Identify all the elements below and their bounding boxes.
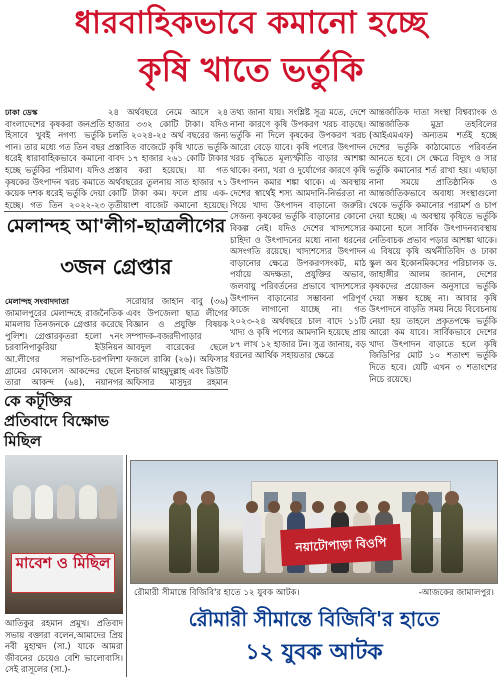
main-headline <box>0 0 502 103</box>
main-headline-line1: ধারবাহিকভাবে কমানো হচ্ছে <box>74 5 428 41</box>
bgb-photo-credit: -আজকের জামালপুর। <box>418 588 494 598</box>
protest-text: আতিকুর রহমান প্রমুখ। প্রতিবাদ সভায় বক্তারা বলেন,আমাদের প্রিয় নবী মুহাম্মদ (সা.) যাকে আমরা জীবনের চেয়েও বেশি ভালোবাসি। সেই রাসূলের (সা.)- <box>5 618 123 675</box>
bgb-headline-line1: রৌমারী সীমান্তে বিজিবি'র হাতে <box>188 607 440 631</box>
divider <box>4 211 228 212</box>
protest-banner: মাবেশ ও মিছিল <box>11 553 115 593</box>
divider <box>126 455 127 677</box>
photo-person <box>13 485 31 519</box>
subsidy-text-2: ২৪ অর্থবছরে নেমে আসে ২৪ হাজার ৩৩২ কোটি টাকা। যদিও চলতি ২০২৪-২৫ অর্থ বছরের জন্য প্রস্তাবিত বাজেটে কৃষি খাতে ভর্তুকি বাবদ ১৭ হাজার ২৬১ কোটি টাকার প্রস্তাব করা হয়েছে। যা গত অর্থবছরের তুলনায় সাত হাজার ৭১ কোটি টাকা কম। ফলে প্রায় এক-তৃতীয়াংশ বাজেট কমানো হয়েছে। <box>108 107 228 210</box>
protest-photo <box>5 455 123 614</box>
arrest-text-2: সরোয়ার জাহান বাবু (৩৬) এবং উপজেলা ছাত্র লীগের বিজ্ঞান ও প্রযুক্তি বিষয়ক সম্পাদক-বজরদীপাড়ার আবদুল বারেকের ছেলে ফজলে রাব্বি (২৬)। অফিসার ইনচার্জ মাহমুদুল্লাহ এবং ডিউটি অফিসার মাসুদুর রহমান <box>126 296 228 386</box>
photo-soldier <box>197 501 219 573</box>
photo-person <box>57 485 75 519</box>
photo-soldier <box>411 501 433 573</box>
bgb-headline <box>130 603 498 677</box>
bgb-headline-line2: ১২ যুবক আটক <box>245 640 383 665</box>
arrest-column-2 <box>126 296 228 386</box>
protest-headline: কে কটূক্তির প্রতিবাদে বিক্ষোভ মিছিল <box>4 392 109 450</box>
arrest-headline-line1: মেলান্দহ আ'লীগ-ছাত্রলীগের <box>6 215 226 237</box>
divider <box>4 389 228 390</box>
photo-soldier <box>169 501 191 573</box>
subsidy-column-4 <box>369 107 497 460</box>
photo-soldier <box>441 501 463 573</box>
arrest-column-1 <box>5 296 123 386</box>
subsidy-column-3 <box>230 107 366 460</box>
photo-person <box>79 485 97 519</box>
subsidy-column-2 <box>108 107 228 211</box>
bgb-photo <box>130 460 498 584</box>
arrest-dateline: মেলান্দহ সংবাদদাতা <box>5 297 69 306</box>
subsidy-text-3: তথ্য জানা যায়। সংশ্লিষ্ট সূত্র মতে, দেশে নানা কারণে কৃষি উপকরণ খরচ বাড়ছে। ভর্তুকি না দিলে কৃষকের উপকরণ খরচ আরো বেড়ে যাবে। কৃষি পণ্যের উৎপাদন খরচ বৃদ্ধিতে মূল্যস্ফীতি বাড়ার আশঙ্কা থাকে। বন্যা, খরা ও দুর্যোগের কারণে কৃষি উৎপাদন কমার শঙ্কা থাকে। এ অবস্থায় দেশের স্বার্থেই শস্য আমদানি-নির্ভরতা না গিয়ে খাদ্য উৎপাদন বাড়ানো জরুরি। সেজন্য কৃষকের ভর্তুকি বাড়ানোর কোনো বিকল্প নেই। যদিও দেশের খাদ্যশস্যের চাহিদা ও উৎপাদনের মধ্যে নানা ধরনের অসংগতি রয়েছে। খাদ্যশস্যের উৎপাদন বাড়ানোর ক্ষেত্রে উপকরণসংকট, মাঠ পর্যায়ে অদক্ষতা, প্রযুক্তির অভাব, জলবায়ু পরিবর্তনের প্রভাবে খাদ্যশস্যের উৎপাদন বাড়ানোর সম্ভাবনা পরিপূর্ণ কাজে লাগানো যাচ্ছে না। গত ২০২৩-২৪ অর্থবছরে চাল বাদে ১১টি খাদ্য ও কৃষি পণ্যের আমদানি হয়েছে প্রায় ৮৭ লাখ ১২ হাজার টন। সুত্র জানায়, বড় ধরনের আর্থিক সহায়তার ক্ষেত্রে <box>230 107 366 361</box>
photo-person <box>35 485 53 519</box>
subsidy-column-1 <box>5 107 105 211</box>
subsidy-text-1: বাংলাদেশের কৃষকরা জনপ্রতি হিসাবে খুবই নগণ্য ভর্তুকি পান। তার মধ্যে গত তিন বছর ধরেই ধারাবাহিকভাবে কমানো হচ্ছে ভর্তুকির পরিমাণ। যদিও কৃষকের উৎপাদন খরচ কমাতে কয়েক দশক ধরেই ভর্তুকি দেয়া হচ্ছে। গত তিন ২০২২-২৩ <box>5 118 105 210</box>
photo-detainee <box>243 511 261 573</box>
bgb-caption <box>130 586 498 600</box>
arrest-text-1: জামালপুরের মেলান্দহে রাজনৈতিক মামলায় তিনজনকে গ্রেপ্তার করেছে পুলিশ। গ্রেপ্তারকৃতরা হলো ৭নং চরবানিপাকুরিয়া ইউনিয়ন আ.লীগের সভাপতি-চরপলিশা গ্রামের মোকলেস আকন্দের ছেলে তারা আকন্দ (৬৪), নয়ানগর <box>5 307 123 386</box>
bgb-caption-text: রৌমারী সীমান্তে বিজিবি'র হাতে ১২ যুবক আটক। <box>134 588 300 598</box>
arrest-headline <box>4 213 228 293</box>
subsidy-dateline: ঢাকা ডেস্ক <box>5 108 38 117</box>
subsidy-text-4: আন্তর্জাতিক দাতা সংস্থা বিশ্বব্যাংক ও আন্তর্জাতিক মুদ্রা তহবিলের (আইএমএফ) অন্যতম শর্তই হচ্ছে দেশের ভর্তুকি কাঠামোতে পরিবর্তন আনতে হবে। সে ক্ষেত্রে বিদ্যুৎ ও সার ভর্তুকি কমানোর শর্ত রাখা হয়। এছাড়া নানা সময়ে প্রাতিষ্ঠানিক ও আন্তর্জাতিকভাবে অবাধ্য সংস্থাগুলো থেকে ভর্তুকি কমানোর পরামর্শ ও চাপ দেয়া হচ্ছে। এ অবস্থায় কৃষিতে ভর্তুকি কমানো হলে সার্বিক উৎপাদনব্যবস্থায় নেতিবাচক প্রভাব পড়ার আশঙ্কা থাকে। এ বিষয়ে কৃষি অর্থনীতিবিদ ও ঢাকা স্কুল অব ইকোনমিকসের পরিচালক ড. জাহাঙ্গীর আলম জানান, দেশের কৃষকদের প্রয়োজন অনুসারে ভর্তুকি দেয়া সম্ভব হচ্ছে না। আবার কৃষি উৎপাদনে বাড়তি সময় নিয়ে বিবেচনায় নেয়া হয় তাহলে প্রকৃতপক্ষে ভর্তুকি আরো কম যাবে। সার্বিকভাবে দেশের খাদ্য উৎপাদন বাড়াতে হলে কৃষি জিডিপির মোট ১০ শতাংশ ভর্তুকি দিতে হবে। যেটি এখন ৩ শতাংশের নিচে রয়েছে। <box>369 107 497 384</box>
protest-column <box>5 618 123 676</box>
photo-person <box>99 485 117 519</box>
arrest-headline-line2: ৩জন গ্রেপ্তার <box>60 255 172 279</box>
bgb-banner: নয়াটোপাড়া বিওপি <box>280 524 402 566</box>
main-headline-line2: কৃষি খাতে ভর্তুকি <box>138 50 364 89</box>
